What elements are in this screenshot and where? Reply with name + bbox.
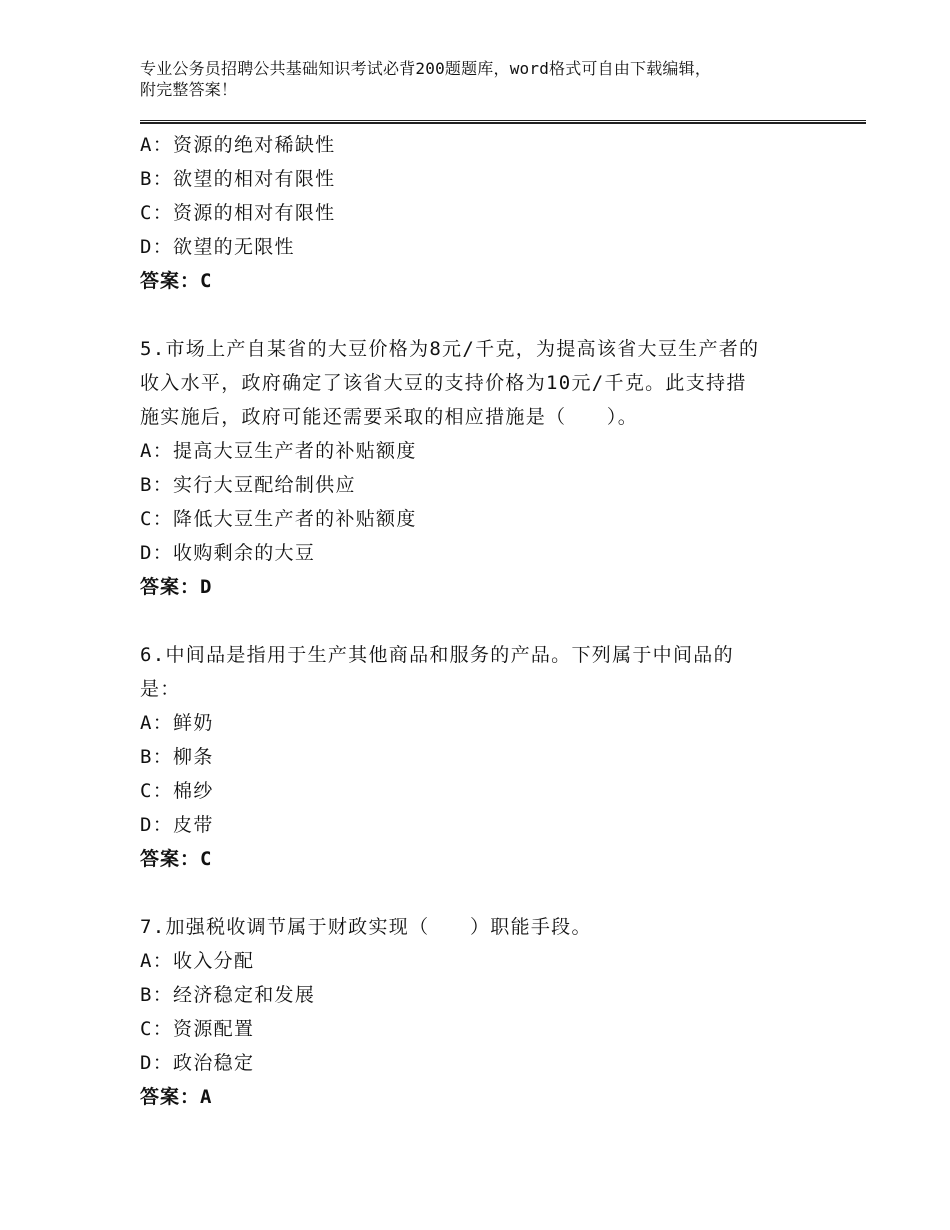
- option-d: D：皮带: [140, 814, 214, 836]
- question-text-line: 施实施后，政府可能还需要采取的相应措施是（ ）。: [140, 406, 639, 428]
- option-d: D：欲望的无限性: [140, 236, 295, 258]
- question-text-line: 6.中间品是指用于生产其他商品和服务的产品。下列属于中间品的: [140, 644, 734, 666]
- option-c: C：降低大豆生产者的补贴额度: [140, 508, 417, 530]
- question-6: [140, 638, 830, 876]
- option-c: C：资源配置: [140, 1018, 255, 1040]
- option-a: A：鲜奶: [140, 712, 214, 734]
- option-b: B：实行大豆配给制供应: [140, 474, 356, 496]
- answer: 答案：C: [140, 270, 213, 292]
- page-header: [140, 58, 830, 100]
- option-a: A：收入分配: [140, 950, 255, 972]
- option-d: D：政治稳定: [140, 1052, 255, 1074]
- option-b: B：柳条: [140, 746, 214, 768]
- document-body: [140, 128, 830, 1114]
- option-a: A：资源的绝对稀缺性: [140, 134, 336, 156]
- header-line-1: 专业公务员招聘公共基础知识考试必背200题题库，word格式可自由下载编辑，: [140, 59, 712, 78]
- answer: 答案：C: [140, 848, 213, 870]
- question-text-line: 收入水平，政府确定了该省大豆的支持价格为10元/千克。此支持措: [140, 372, 747, 394]
- option-b: B：经济稳定和发展: [140, 984, 316, 1006]
- option-d: D：收购剩余的大豆: [140, 542, 316, 564]
- answer: 答案：A: [140, 1086, 213, 1108]
- question-text-line: 5.市场上产自某省的大豆价格为8元/千克，为提高该省大豆生产者的: [140, 338, 760, 360]
- option-c: C：棉纱: [140, 780, 214, 802]
- header-line-2: 附完整答案！: [140, 80, 238, 99]
- question-text-line: 7.加强税收调节属于财政实现（ ）职能手段。: [140, 916, 592, 938]
- option-a: A：提高大豆生产者的补贴额度: [140, 440, 417, 462]
- option-c: C：资源的相对有限性: [140, 202, 336, 224]
- question-4-continuation: [140, 128, 830, 298]
- answer: 答案：D: [140, 576, 213, 598]
- question-text-line: 是：: [140, 678, 181, 700]
- option-b: B：欲望的相对有限性: [140, 168, 336, 190]
- question-7: [140, 910, 830, 1114]
- header-divider: [140, 120, 866, 124]
- question-5: [140, 332, 830, 604]
